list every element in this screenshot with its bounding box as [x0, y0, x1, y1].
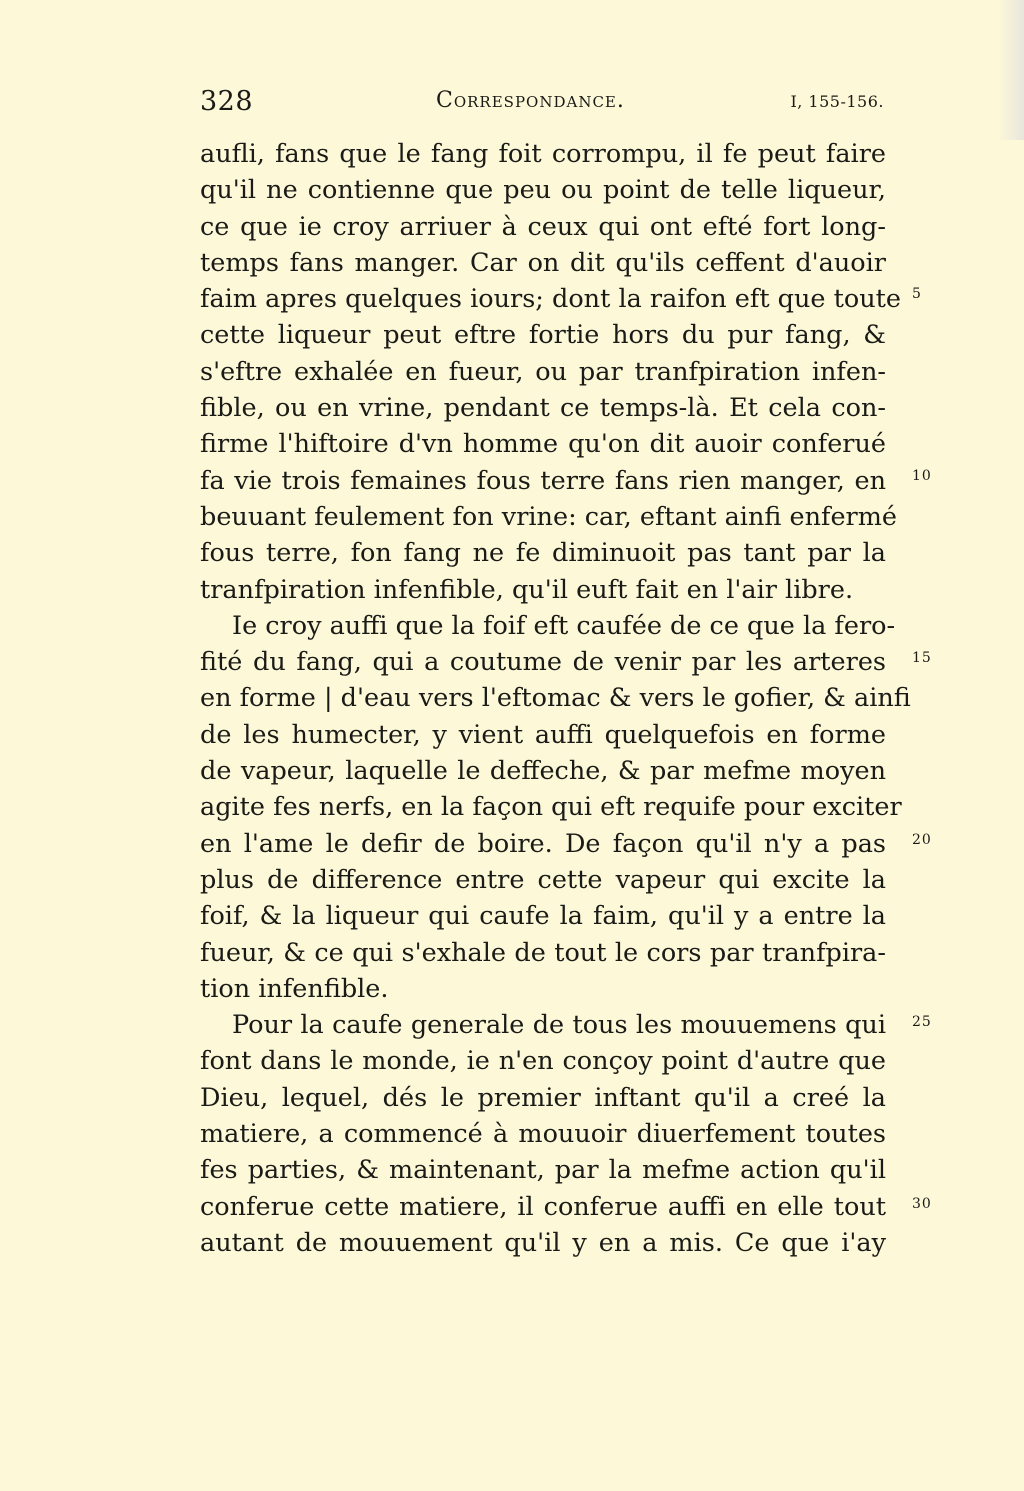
text-line: agite fes nerfs, en la façon qui eft requife pour exciter	[200, 792, 902, 823]
text-line: fueur, & ce qui s'exhale de tout le cors par tranfpira-	[200, 937, 886, 968]
text-line: de vapeur, laquelle le deffeche, & par mefme moyen	[200, 756, 886, 787]
text-line: fa vie trois femaines fous terre fans rien manger, en	[200, 465, 886, 496]
text-line: foif, & la liqueur qui caufe la faim, qu'il y a entre la	[200, 901, 886, 932]
line-number-15: 15	[912, 650, 932, 666]
text-line: s'eftre exhalée en fueur, ou par tranfpiration infen-	[200, 356, 886, 387]
running-title: Correspondance.	[436, 88, 625, 113]
line-number-5: 5	[912, 286, 922, 302]
text-line: de les humecter, y vient auffi quelquefois en forme	[200, 719, 886, 750]
text-line: firme l'hiftoire d'vn homme qu'on dit auoir conferué	[200, 429, 886, 460]
text-line: plus de difference entre cette vapeur qui excite la	[200, 864, 886, 895]
text-line: fes parties, & maintenant, par la mefme action qu'il	[200, 1155, 886, 1186]
text-line: tion infenfible.	[200, 973, 389, 1004]
line-number-30: 30	[912, 1196, 932, 1212]
text-line: en forme | d'eau vers l'eftomac & vers le gofier, & ainfi	[200, 683, 911, 714]
page-edge-shadow	[998, 0, 1024, 140]
text-line: tranfpiration infenfible, qu'il euft fait en l'air libre.	[200, 574, 854, 605]
text-line: ce que ie croy arriuer à ceux qui ont efté fort long-	[200, 211, 886, 242]
text-line: font dans le monde, ie n'en conçoy point d'autre que	[200, 1046, 886, 1077]
text-line: autant de mouuement qu'il y en a mis. Ce que i'ay	[200, 1227, 886, 1258]
text-line: Dieu, lequel, dés le premier inftant qu'il a creé la	[200, 1082, 886, 1113]
text-line: aufli, fans que le fang foit corrompu, il fe peut faire	[200, 139, 886, 169]
text-line: faim apres quelques iours; dont la raifon eft que toute	[200, 284, 901, 315]
paragraph-first-line: Pour la caufe generale de tous les mouuemens qui	[232, 1010, 886, 1041]
text-line: conferue cette matiere, il conferue auffi en elle tout	[200, 1191, 886, 1222]
text-line: fous terre, fon fang ne fe diminuoit pas tant par la	[200, 538, 886, 569]
text-line: en l'ame le defir de boire. De façon qu'il n'y a pas	[200, 828, 886, 859]
page-number: 328	[200, 86, 254, 117]
text-line: fible, ou en vrine, pendant ce temps-là. Et cela con-	[200, 393, 886, 424]
running-header	[200, 86, 886, 126]
text-line: matiere, a commencé à mouuoir diuerfement toutes	[200, 1119, 886, 1150]
volume-reference: I, 155-156.	[790, 92, 884, 111]
line-number-20: 20	[912, 832, 932, 848]
body-text	[200, 136, 911, 1261]
text-line: temps fans manger. Car on dit qu'ils ceffent d'auoir	[200, 247, 886, 278]
text-line: fité du fang, qui a coutume de venir par les arteres	[200, 647, 886, 678]
line-number-10: 10	[912, 468, 932, 484]
text-line: cette liqueur peut eftre fortie hors du pur fang, &	[200, 320, 886, 351]
line-number-25: 25	[912, 1014, 932, 1030]
paragraph-first-line: Ie croy auffi que la foif eft caufée de ce que la fero-	[232, 610, 896, 641]
text-line: qu'il ne contienne que peu ou point de telle liqueur,	[200, 175, 886, 206]
text-line: beuuant feulement fon vrine: car, eftant ainfi enfermé	[200, 501, 898, 532]
